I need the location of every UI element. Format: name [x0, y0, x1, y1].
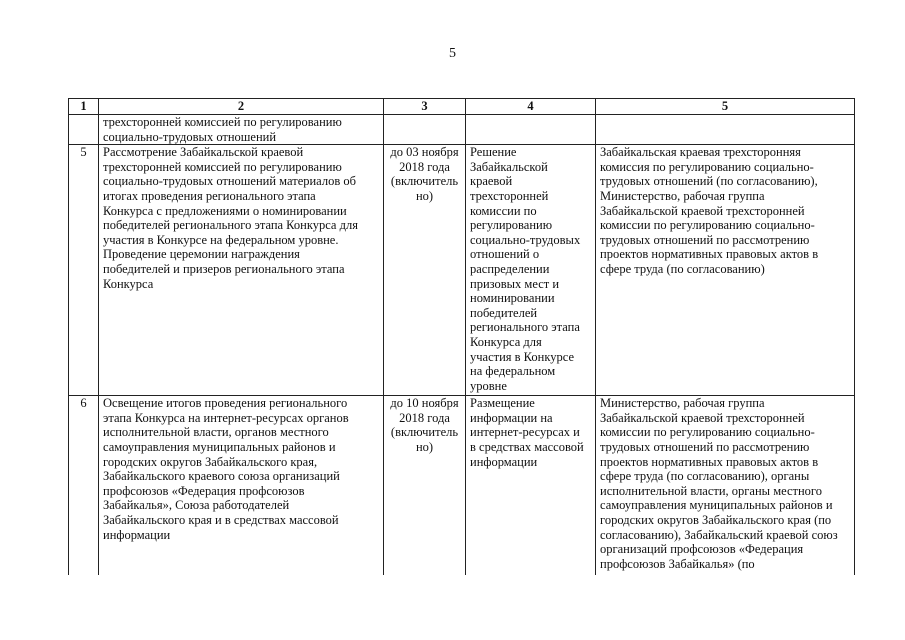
result-line: информации на [470, 410, 553, 425]
event-line: исполнительной власти, органов местного [103, 425, 329, 440]
table-header-row [69, 99, 855, 115]
result-line: участия в Конкурсе [470, 349, 574, 364]
responsible-line: сфере труда (по согласованию) [600, 261, 765, 276]
responsible-line: трудовых отношений (по согласованию), [600, 174, 818, 189]
responsible-line: комиссия по регулированию социально- [600, 159, 814, 174]
responsible-line: трудовых отношений по рассмотрению [600, 232, 810, 247]
event-line: профсоюзов «Федерация профсоюзов [103, 483, 305, 498]
event-line: социально-трудовых отношений [103, 129, 277, 144]
header-col-2: 2 [99, 99, 384, 115]
result-line: распределении [470, 261, 550, 276]
responsible-line: Министерство, рабочая группа [600, 396, 765, 411]
event-line: участия в Конкурсе на федеральном уровне. [103, 232, 339, 247]
responsible-cell [596, 145, 855, 396]
result-line: призовых мест и [470, 276, 560, 291]
table-row [69, 145, 855, 396]
event-cell [99, 145, 384, 396]
responsible-line: комиссии по регулированию социально- [600, 218, 815, 233]
result-line: трехсторонней [470, 188, 549, 203]
row-number-cell [69, 115, 99, 145]
responsible-line: согласованию), Забайкальский краевой союз [600, 527, 838, 542]
responsible-line: исполнительной власти, органы местного [600, 483, 822, 498]
event-line: этапа Конкурса на интернет-ресурсах органов [103, 410, 349, 425]
event-line: Забайкалья», Союза работодателей [103, 498, 290, 513]
result-cell [466, 115, 596, 145]
result-cell [466, 145, 596, 396]
result-line: интернет-ресурсах и [470, 425, 580, 440]
responsible-line: Министерство, рабочая группа [600, 188, 765, 203]
deadline-line: но) [415, 188, 434, 203]
event-line: победителей и призеров регионального этапа [103, 261, 345, 276]
responsible-cell [596, 396, 855, 575]
responsible-line: профсоюзов Забайкалья» (по [600, 556, 755, 571]
event-cell [99, 115, 384, 145]
responsible-line: Забайкальская краевая трехсторонняя [600, 145, 801, 160]
result-line: отношений о [470, 247, 540, 262]
table-row [69, 396, 855, 575]
deadline-line: (включитель [390, 174, 459, 189]
header-col-4: 4 [466, 99, 596, 115]
responsible-cell [596, 115, 855, 145]
event-line: информации [103, 527, 171, 542]
event-line: Забайкальского края и в средствах массовой [103, 512, 339, 527]
responsible-line: самоуправления муниципальных районов и [600, 498, 833, 513]
result-line: Решение [470, 145, 517, 160]
responsible-line: организаций профсоюзов «Федерация [600, 542, 804, 557]
result-line: информации [470, 454, 538, 469]
result-line: на федеральном [470, 364, 556, 379]
responsible-line: трудовых отношений по рассмотрению [600, 439, 810, 454]
deadline-line: 2018 года [399, 159, 450, 174]
result-line: социально-трудовых [470, 232, 581, 247]
event-line: Конкурса [103, 276, 154, 291]
row-number-cell: 6 [69, 396, 99, 575]
event-line: трехсторонней комиссией по регулированию [103, 115, 342, 129]
deadline-line: до 10 ноября [390, 396, 459, 411]
deadline-line: 2018 года [399, 410, 450, 425]
header-col-1: 1 [69, 99, 99, 115]
event-line: городских округов Забайкальского края, [103, 454, 318, 469]
result-line: комиссии по [470, 203, 537, 218]
deadline-line: (включитель [390, 425, 459, 440]
header-col-3: 3 [384, 99, 466, 115]
deadline-cell [384, 115, 466, 145]
event-line: Конкурса с предложениями о номинировании [103, 203, 347, 218]
event-line: Освещение итогов проведения регионального [103, 396, 348, 411]
event-line: победителей регионального этапа Конкурса для [103, 218, 358, 233]
table-row-continuation [69, 115, 855, 145]
event-line: Проведение церемонии награждения [103, 247, 300, 262]
event-line: Забайкальского краевого союза организаций [103, 469, 340, 484]
event-cell [99, 396, 384, 575]
deadline-line: но) [415, 439, 434, 454]
result-line: Конкурса для [470, 334, 542, 349]
responsible-line: городских округов Забайкальского края (по [600, 512, 832, 527]
result-line: в средствах массовой [470, 439, 584, 454]
plan-table [68, 98, 855, 575]
result-line: номинировании [470, 291, 555, 306]
page-number: 5 [449, 46, 456, 61]
event-line: Рассмотрение Забайкальской краевой [103, 145, 304, 160]
responsible-line: Забайкальской краевой трехсторонней [600, 203, 805, 218]
event-line: самоуправления муниципальных районов и [103, 439, 336, 454]
result-cell [466, 396, 596, 575]
responsible-line: комиссии по регулированию социально- [600, 425, 815, 440]
responsible-line: Забайкальской краевой трехсторонней [600, 410, 805, 425]
event-line: социально-трудовых отношений материалов об [103, 174, 356, 189]
deadline-cell [384, 145, 466, 396]
responsible-line: проектов нормативных правовых актов в [600, 454, 819, 469]
responsible-line: проектов нормативных правовых актов в [600, 247, 819, 262]
result-line: регулированию [470, 218, 553, 233]
deadline-line: до 03 ноября [390, 145, 459, 160]
row-number-cell: 5 [69, 145, 99, 396]
header-col-5: 5 [596, 99, 855, 115]
deadline-cell [384, 396, 466, 575]
result-line: Забайкальской [470, 159, 548, 174]
event-line: трехсторонней комиссией по регулированию [103, 159, 342, 174]
result-line: Размещение [470, 396, 535, 411]
result-line: победителей [470, 305, 538, 320]
event-line: итогах проведения регионального этапа [103, 188, 316, 203]
result-line: регионального этапа [470, 320, 580, 335]
responsible-line: сфере труда (по согласованию), органы [600, 469, 810, 484]
result-line: уровне [470, 378, 507, 393]
result-line: краевой [470, 174, 513, 189]
